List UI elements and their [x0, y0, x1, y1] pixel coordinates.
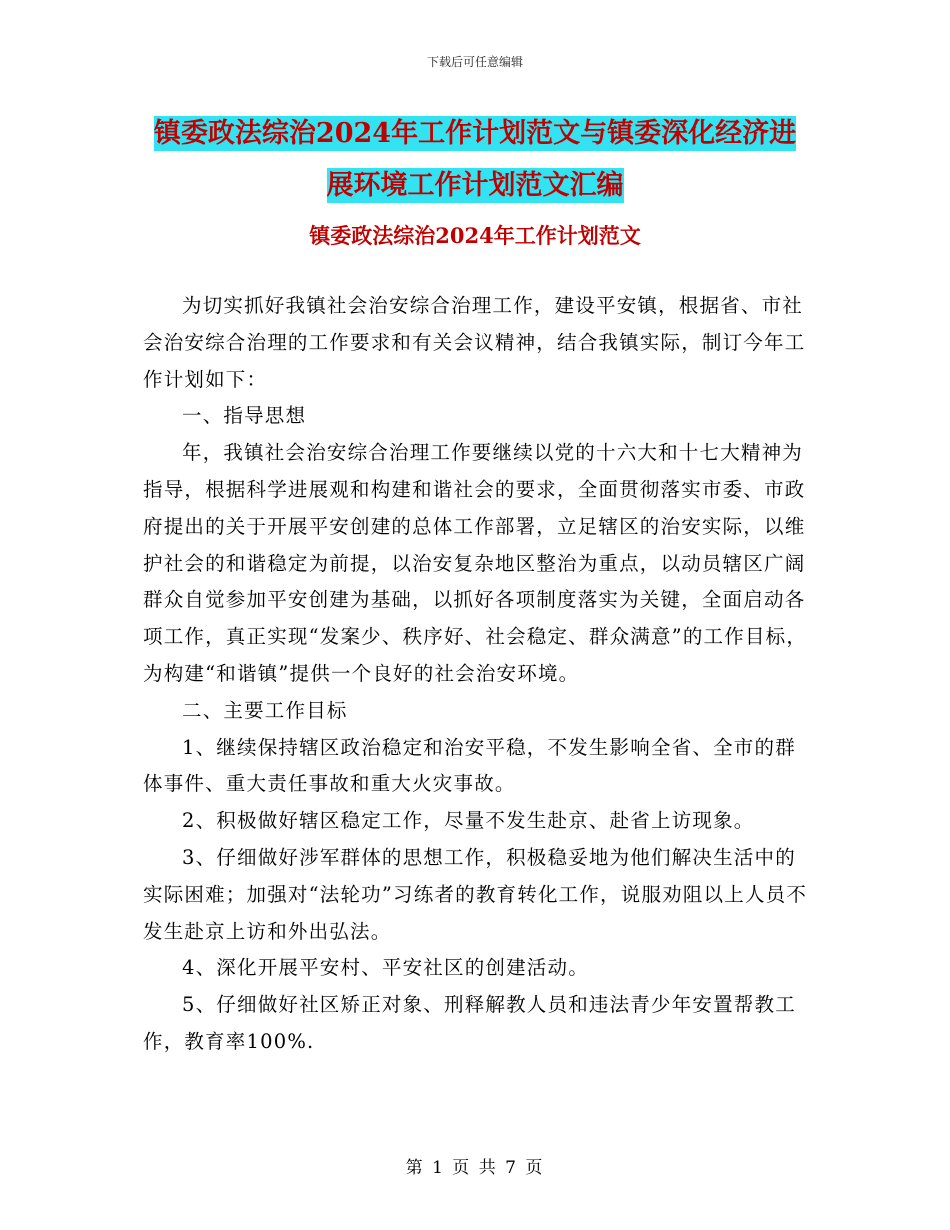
- section-title: 镇委政法综治2024年工作计划范文: [309, 223, 641, 248]
- heading-guiding-thought: 一、指导思想: [182, 404, 307, 428]
- document-body: [143, 288, 810, 1061]
- document-title: [0, 108, 950, 212]
- goal-item-5: 5、仔细做好社区矫正对象、刑释解教人员和违法青少年安置帮教工作，教育率100%.: [143, 993, 796, 1053]
- goal-item-1: 1、继续保持辖区政治稳定和治安平稳，不发生影响全省、全市的群体事件、重大责任事故和重大火灾事故。: [143, 735, 796, 796]
- goal-item-3: 3、仔细做好涉军群体的思想工作，积极稳妥地为他们解决生活中的实际困难；加强对“法轮功”习练者的教育转化工作，说服劝阻以上人员不发生赴京上访和外出弘法。: [143, 845, 808, 943]
- document-title-line-1: 镇委政法综治2024年工作计划范文与镇委深化经济进: [153, 118, 797, 149]
- paragraph-guiding-thought: 年，我镇社会治安综合治理工作要继续以党的十六大和十七大精神为指导，根据科学进展观和构建和谐社会的要求，全面贯彻落实市委、市政府提出的关于开展平安创建的总体工作部署，立足辖区的治安实际，以维护社会的和谐稳定为前提，以治安复杂地区整治为重点，以动员辖区广阔群众自觉参加平安创建为基础，以抓好各项制度落实为关键，全面启动各项工作，真正实现“发案少、秩序好、社会稳定、群众满意”的工作目标，为构建“和谐镇”提供一个良好的社会治安环境。: [143, 441, 808, 685]
- goal-item-4: 4、深化开展平安村、平安社区的创建活动。: [182, 956, 589, 980]
- paragraph-intro: 为切实抓好我镇社会治安综合治理工作，建设平安镇，根据省、市社会治安综合治理的工作要求和有关会议精神，结合我镇实际，制订今年工作计划如下：: [143, 294, 806, 391]
- goal-item-2: 2、积极做好辖区稳定工作，尽量不发生赴京、赴省上访现象。: [182, 809, 755, 833]
- page-footer: 第 1 页 共 7 页: [405, 1158, 545, 1178]
- document-title-line-2: 展环境工作计划范文汇编: [326, 170, 624, 201]
- header-note: 下载后可任意编辑: [426, 55, 523, 69]
- heading-main-goals: 二、主要工作目标: [182, 698, 348, 722]
